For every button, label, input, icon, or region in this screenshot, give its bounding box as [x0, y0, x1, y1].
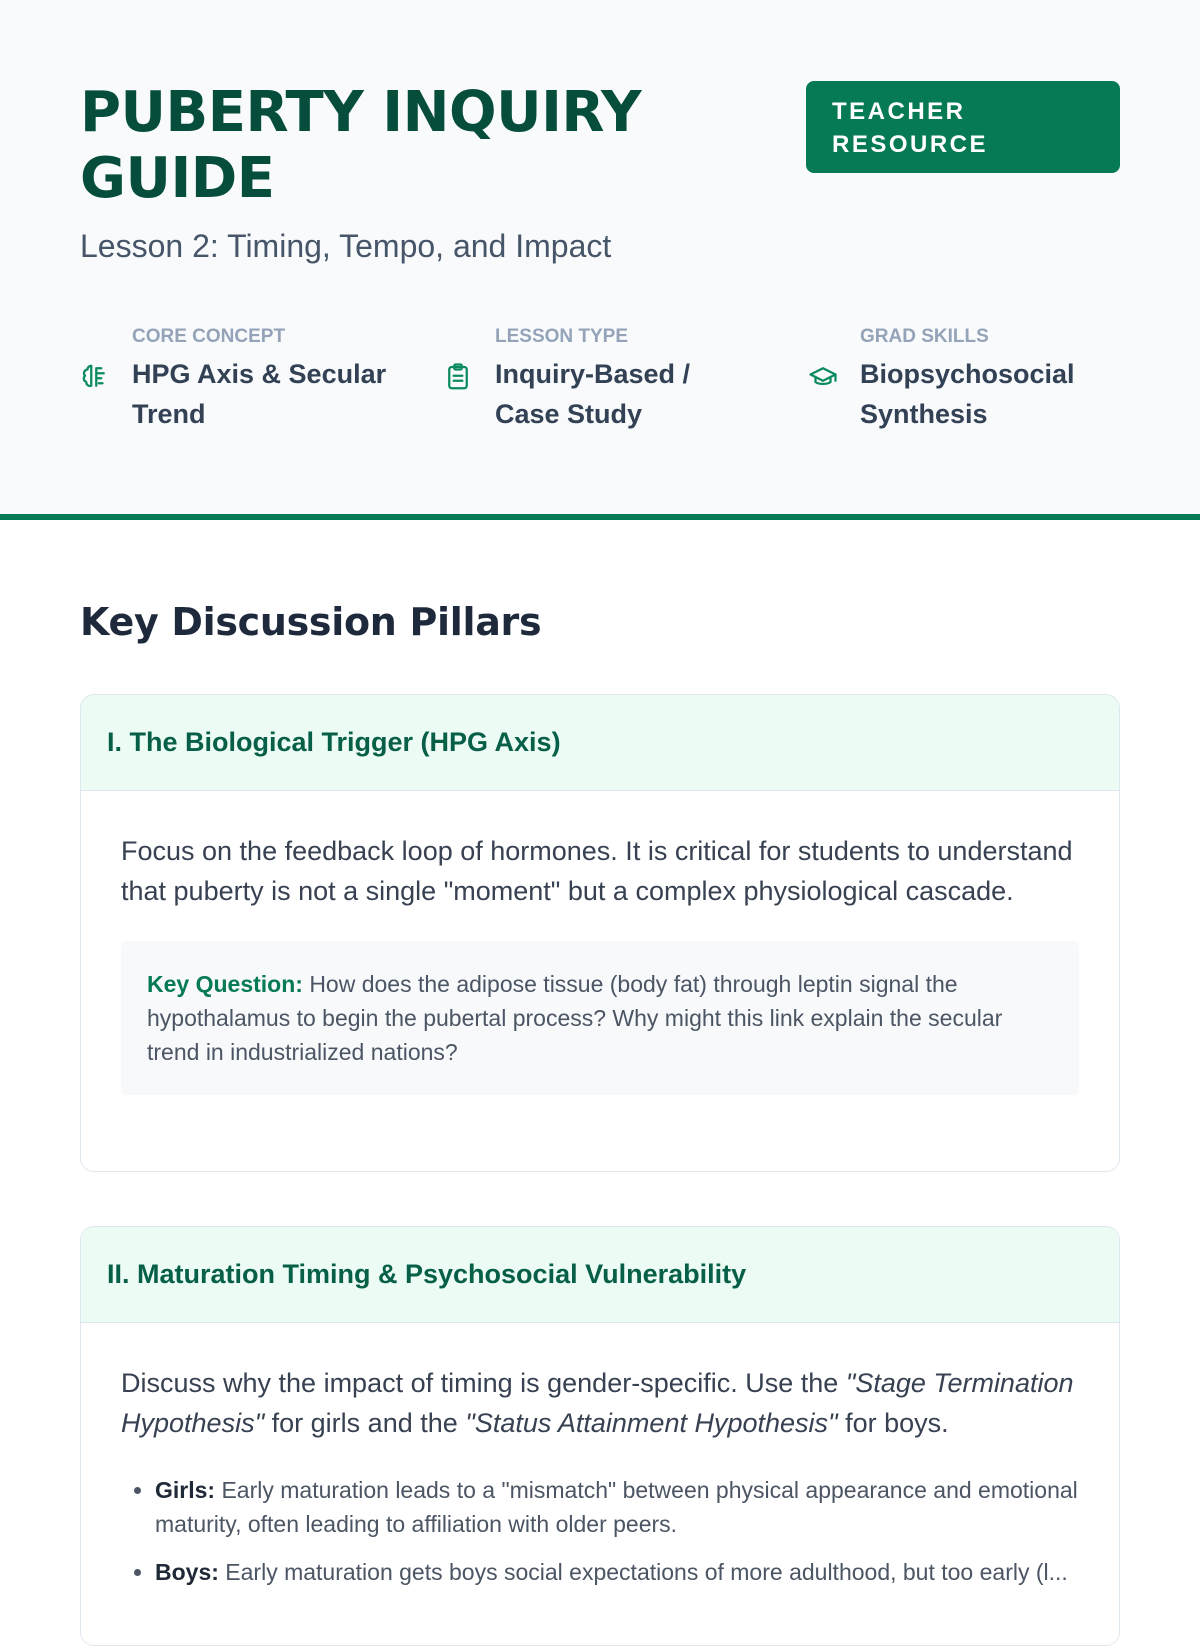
pillar-body: [81, 1323, 1119, 1643]
point-label: Girls:: [155, 1477, 216, 1503]
pillar-heading: II. Maturation Timing & Psychosocial Vulnerability: [81, 1227, 1119, 1323]
pillar-body: [81, 791, 1119, 1135]
meta-value: Biopsychosocial Synthesis: [860, 359, 1075, 429]
pillar-text: [121, 1363, 1079, 1443]
clipboard-icon: [443, 362, 473, 392]
hypothesis-stage-termination: "Stage Termination Hypothesis": [121, 1368, 1074, 1438]
pillar-text-part: for boys.: [837, 1408, 949, 1438]
section-title: Key Discussion Pillars: [80, 600, 542, 644]
graduation-cap-icon: [808, 362, 838, 392]
hypothesis-status-attainment: "Status Attainment Hypothesis": [465, 1408, 838, 1438]
pillar-card: [80, 694, 1120, 1172]
pillar-heading: I. The Biological Trigger (HPG Axis): [81, 695, 1119, 791]
pillar-text: Focus on the feedback loop of hormones. It is critical for students to understand that puberty is not a single "moment" but a complex physiological cascade.: [121, 836, 1073, 906]
meta-value: HPG Axis & Secular Trend: [132, 359, 387, 429]
meta-label: CORE CONCEPT: [132, 326, 286, 347]
point-text: Early maturation leads to a "mismatch" between physical appearance and emotional maturity, often leading to affiliation with older peers.: [155, 1477, 1078, 1537]
key-question-label: Key Question:: [147, 971, 303, 997]
list-item: [155, 1473, 1079, 1541]
point-text: Early maturation gets boys social expectations of more adulthood, but too early (l...: [225, 1559, 1068, 1585]
meta-label: LESSON TYPE: [495, 326, 629, 347]
pillar-text-part: Discuss why the impact of timing is gender-specific. Use the: [121, 1368, 846, 1398]
page-title: PUBERTY INQUIRY GUIDE: [80, 80, 642, 211]
meta-value: Inquiry-Based / Case Study: [495, 359, 691, 429]
list-item: [155, 1555, 1079, 1589]
teacher-resource-badge: TEACHER RESOURCE: [806, 81, 1120, 173]
key-question-box: [121, 941, 1079, 1095]
point-label: Boys:: [155, 1559, 219, 1585]
page-subtitle: Lesson 2: Timing, Tempo, and Impact: [80, 228, 612, 264]
key-question-text: How does the adipose tissue (body fat) through leptin signal the hypothalamus to begin the pubertal process? Why might this link explain the secular trend in industrialized nations?: [147, 971, 1003, 1065]
pillar-text-part: for girls and the: [264, 1408, 466, 1438]
meta-label: GRAD SKILLS: [860, 326, 989, 347]
pillar-card: [80, 1226, 1120, 1646]
timing-points-list: [121, 1473, 1079, 1589]
brain-icon: [80, 362, 110, 392]
header: [0, 0, 1200, 520]
